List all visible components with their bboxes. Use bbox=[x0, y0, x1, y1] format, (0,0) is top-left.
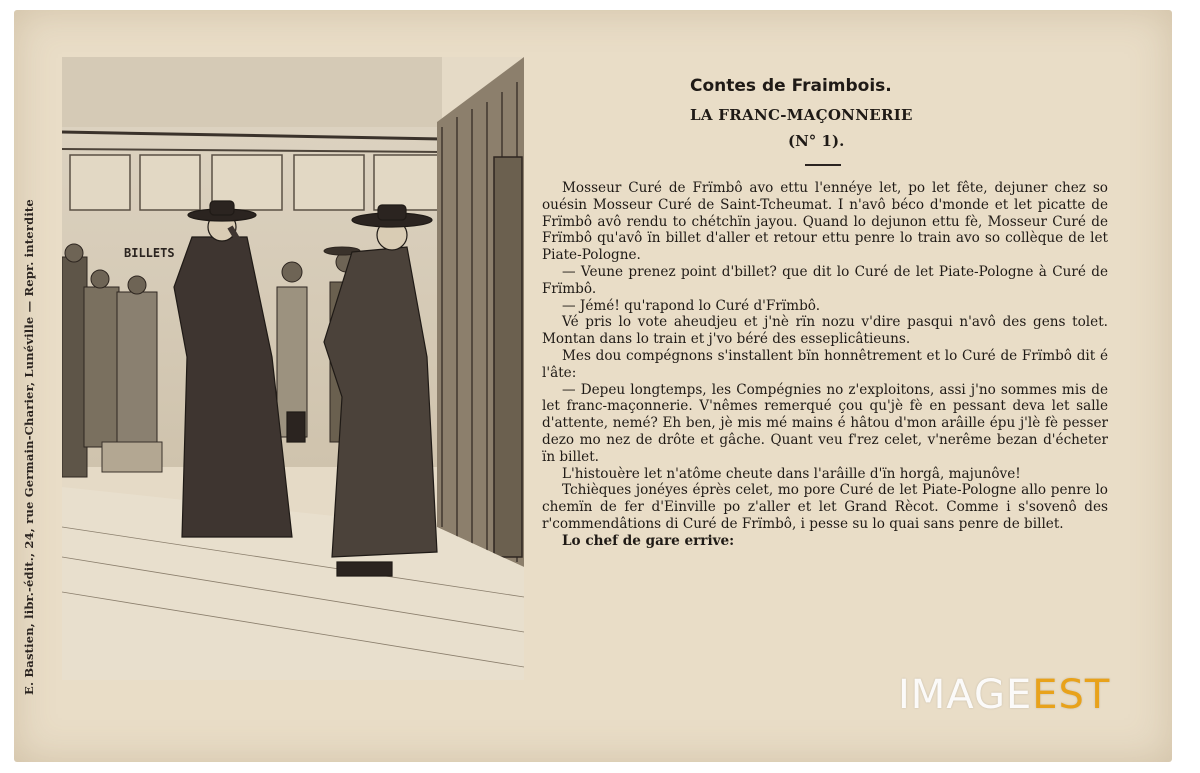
series-title: Contes de Fraimbois. bbox=[690, 76, 892, 96]
paragraph: — Veune prenez point d'billet? que dit lo Curé de let Piate-Pologne à Curé de Frïmbô. bbox=[542, 263, 1108, 297]
door bbox=[494, 157, 522, 557]
paragraph-closing: Lo chef de gare errive: bbox=[562, 532, 735, 549]
ceiling bbox=[62, 57, 442, 132]
paragraph: — Depeu longtemps, les Compégnies no z'exploitons, assi j'no sommes mis de let franc-maçonnerie. V'nêmes remerqué çou qu'jè fè en pessant deva let salle d'attente, nemé? Eh ben, jè mis mé mains é hâtou d'mon arâille épu j'lè fè pesser dezo mo nez de drôte et gâche. Quant veu f'rez celet, v'nerême bezan d'écheter ïn billet. bbox=[542, 381, 1108, 465]
billets-sign: BILLETS bbox=[124, 246, 175, 260]
basket bbox=[102, 442, 162, 472]
paragraph: Mes dou compégnons s'installent bïn honnêtrement et lo Curé de Frïmbô dit é l'âte: bbox=[542, 347, 1108, 381]
story-text bbox=[542, 180, 1108, 550]
paragraph: Mosseur Curé de Frïmbô avo ettu l'ennéye let, po let fête, dejuner chez so ouésin Mosseur Curé de Saint-Tcheumat. I n'avô béco d'monde et let picatte de Frïmbô avô rendu to chétchïn jayou. Quand lo dejunon ettu fè, Mosseur Curé de Frïmbô qu'avô ïn billet d'aller et retour ettu penre lo train avo so collèque de let Piate-Pologne. bbox=[542, 180, 1108, 264]
story-title: LA FRANC-MAÇONNERIE bbox=[690, 106, 913, 124]
title-divider bbox=[805, 164, 841, 166]
publisher-imprint: E. Bastien, libr.-édit., 24, rue Germain-Charier, Lunéville — Repr. interdite bbox=[22, 199, 36, 695]
paragraph: Tchièques jonéyes éprès celet, mo pore Curé de let Piate-Pologne allo penre lo chemïn de fer d'Einville po z'aller et let Grand Rècot. Comme i s'sovenô des r'commendâtions di Curé de Frïmbô, i pesse su lo quai sans penre de billet. bbox=[542, 482, 1108, 532]
story-number: (N° 1). bbox=[788, 132, 845, 150]
illustration-station-scene bbox=[62, 57, 524, 680]
paragraph: — Jémé! qu'rapond lo Curé d'Frïmbô. bbox=[562, 297, 821, 314]
paragraph: Vé pris lo vote aheudjeu et j'nè rïn nozu v'dire pasqui n'avô des gens tolet. Montan dans lo train et j'vo béré des esseplicâtieuns. bbox=[542, 314, 1108, 348]
watermark-word-image: IMAGE bbox=[898, 672, 1033, 718]
image-est-watermark bbox=[898, 672, 1110, 718]
windows bbox=[70, 155, 439, 210]
watermark-word-est: EST bbox=[1032, 672, 1111, 718]
paragraph: L'histouère let n'atôme cheute dans l'arâille d'ïn horgâ, majunôve! bbox=[562, 465, 1021, 482]
